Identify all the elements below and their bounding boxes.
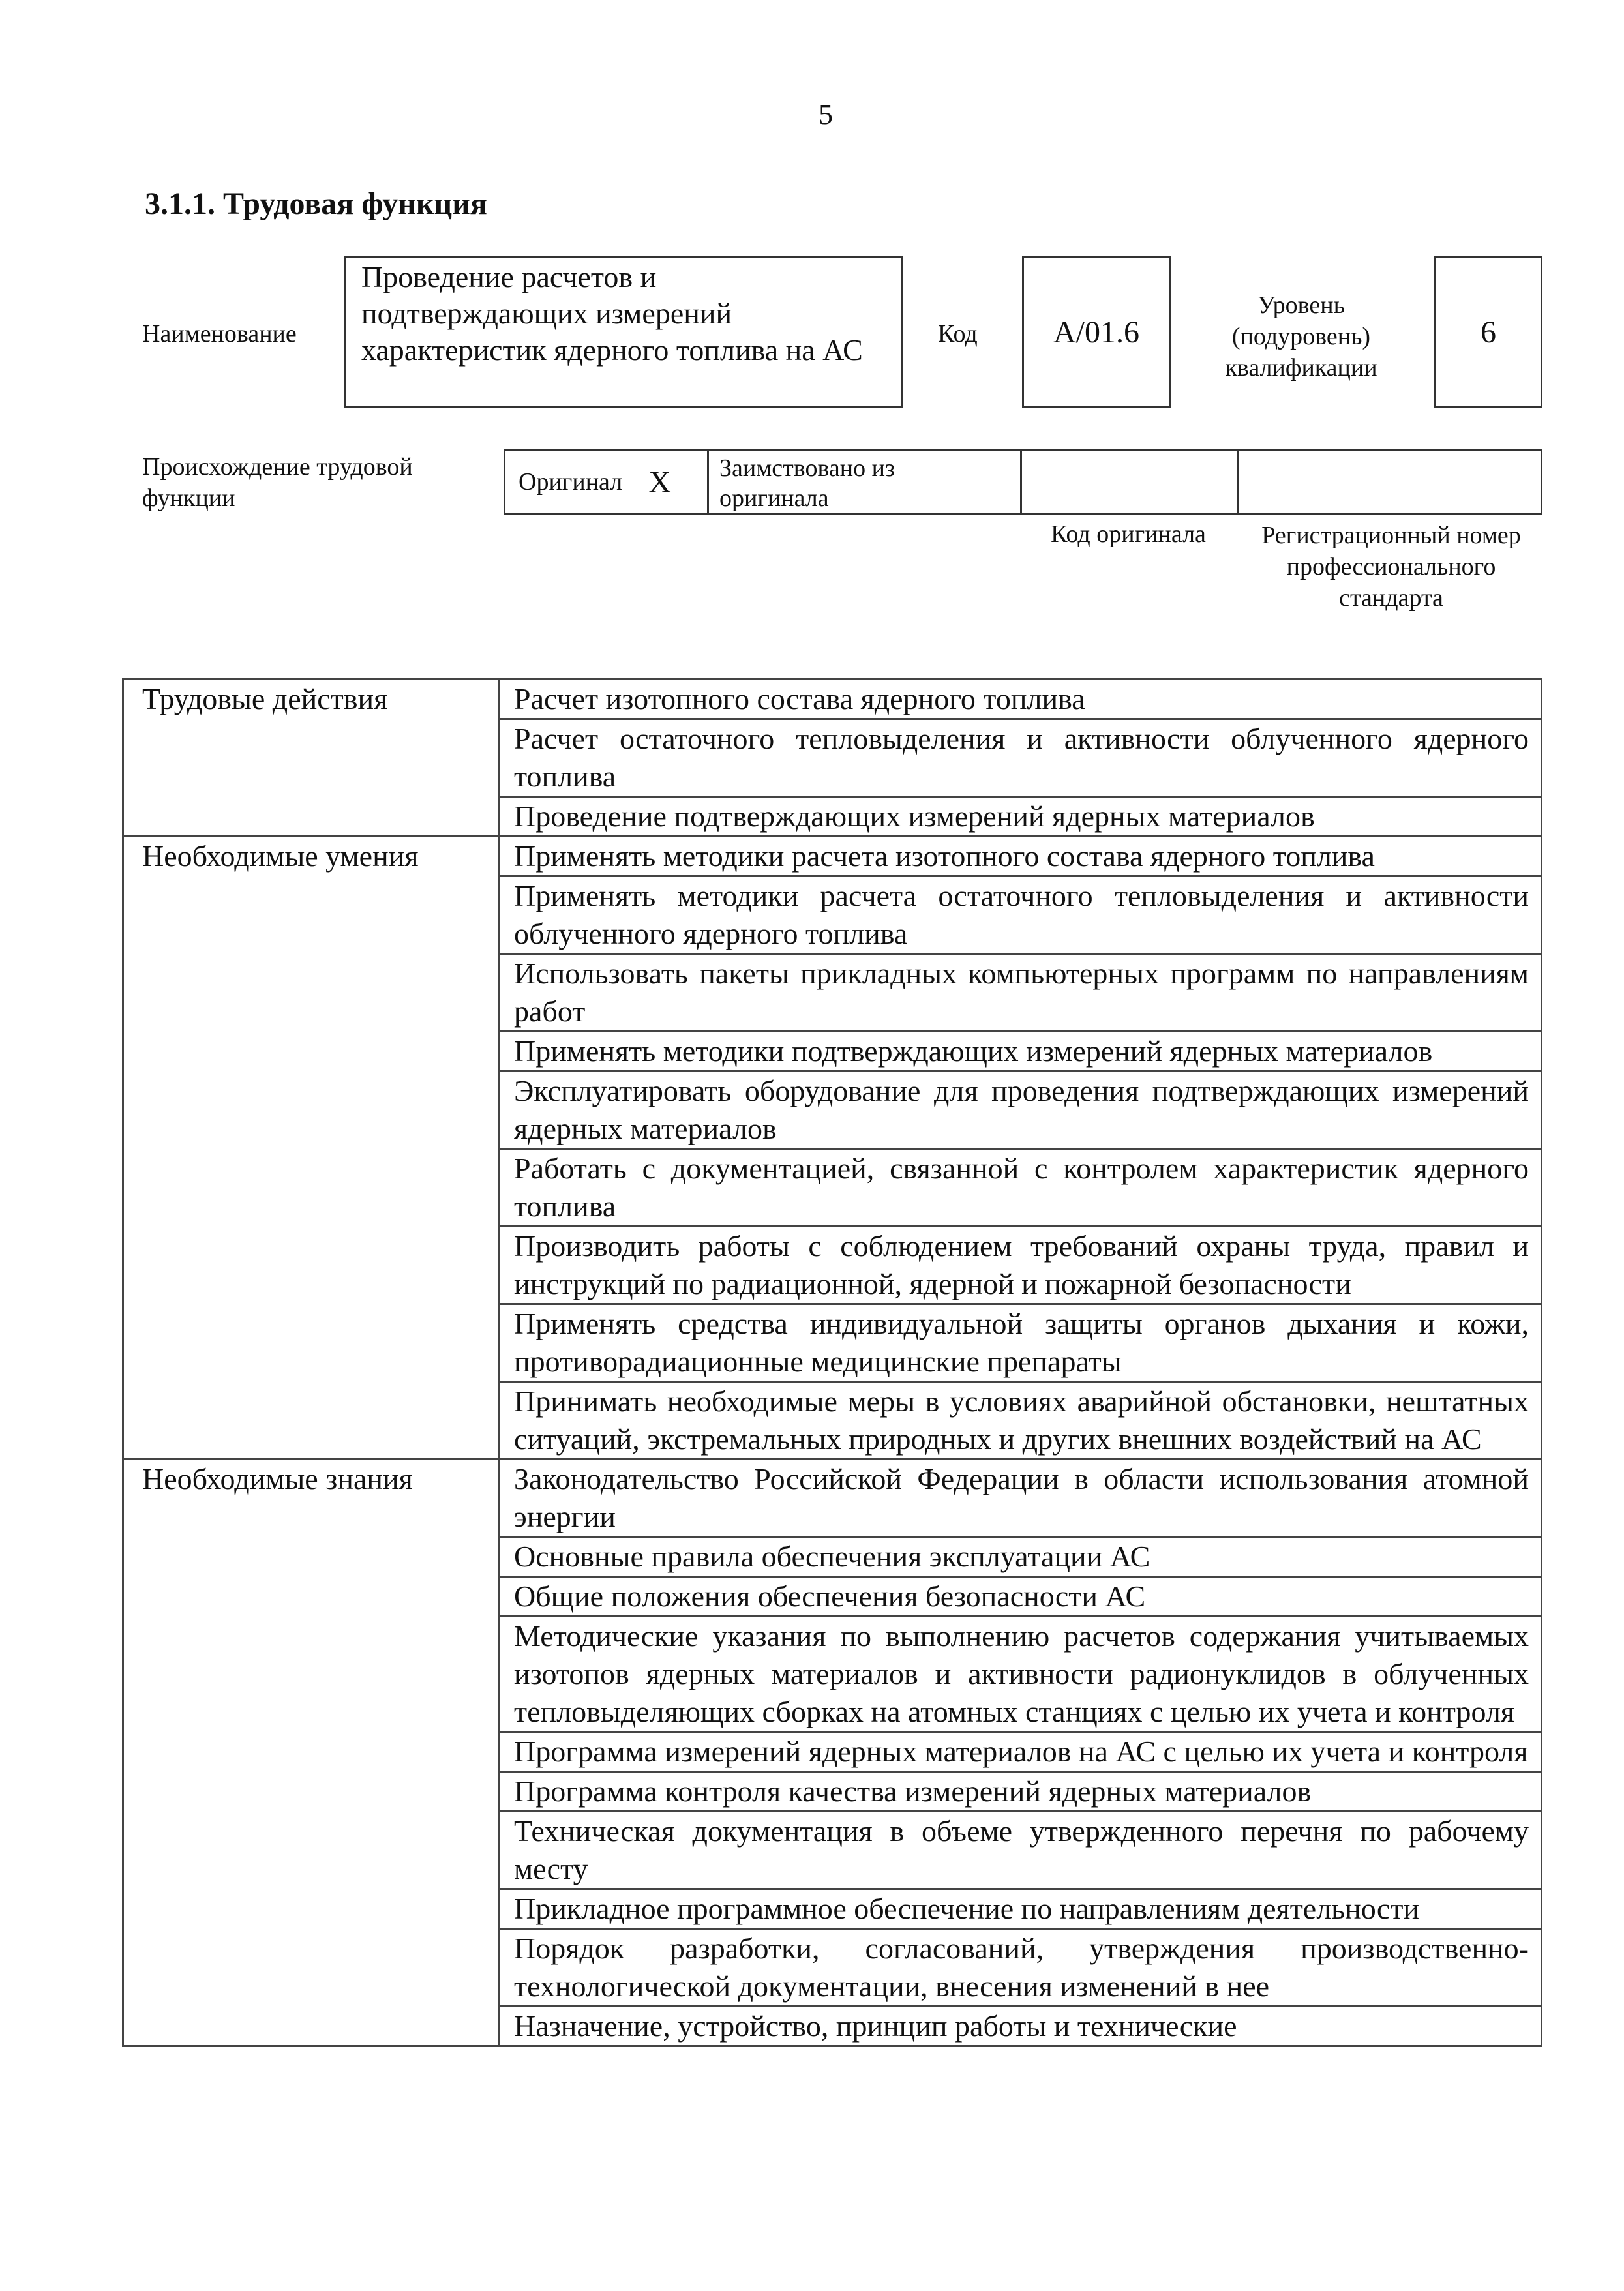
origin-label-line-1: Происхождение трудовой bbox=[142, 453, 413, 481]
section-item-cell: Применять методики расчета остаточного тепловыделения и активности облученного ядерного топлива bbox=[499, 876, 1542, 954]
page-number: 5 bbox=[819, 98, 833, 130]
section-item-cell: Использовать пакеты прикладных компьютерных программ по направлениям работ bbox=[499, 954, 1542, 1032]
origin-label bbox=[142, 451, 413, 514]
section-item-cell: Расчет изотопного состава ядерного топлива bbox=[499, 680, 1542, 719]
original-mark: X bbox=[648, 464, 671, 500]
section-category-cell bbox=[123, 1460, 499, 2046]
section-item-cell: Назначение, устройство, принцип работы и технические bbox=[499, 2007, 1542, 2046]
code-value: А/01.6 bbox=[1053, 314, 1139, 350]
section-item-cell: Основные правила обеспечения эксплуатации АС bbox=[499, 1537, 1542, 1577]
section-category-cell bbox=[123, 837, 499, 1460]
section-item-cell: Порядок разработки, согласований, утверждения производственно-технологической документации, внесения изменений в нее bbox=[499, 1929, 1542, 2007]
section-item-cell: Программа измерений ядерных материалов на АС с целью их учета и контроля bbox=[499, 1732, 1542, 1772]
section-item-cell: Техническая документация в объеме утвержденного перечня по рабочему месту bbox=[499, 1812, 1542, 1889]
name-value: Проведение расчетов и подтверждающих измерений характеристик ядерного топлива на АС bbox=[361, 260, 863, 367]
section-item-cell: Работать с документацией, связанной с контролем характеристик ядерного топлива bbox=[499, 1149, 1542, 1227]
level-value-box bbox=[1434, 256, 1542, 408]
section-item-cell: Эксплуатировать оборудование для проведения подтверждающих измерений ядерных материалов bbox=[499, 1071, 1542, 1149]
name-label: Наименование bbox=[142, 320, 297, 348]
section-category-cell bbox=[123, 680, 499, 837]
original-label: Оригинал bbox=[519, 468, 623, 496]
level-label-line-2: (подуровень) bbox=[1231, 323, 1371, 350]
original-code-cell bbox=[1022, 451, 1239, 513]
reg-number-caption-line-3: стандарта bbox=[1339, 584, 1443, 612]
code-label: Код bbox=[938, 320, 978, 348]
section-item-cell: Законодательство Российской Федерации в области использования атомной энергии bbox=[499, 1460, 1542, 1537]
name-value-box bbox=[344, 256, 903, 408]
code-value-box bbox=[1022, 256, 1171, 408]
section-item-cell: Программа контроля качества измерений ядерных материалов bbox=[499, 1772, 1542, 1812]
level-value: 6 bbox=[1481, 314, 1496, 350]
section-item-cell: Применять средства индивидуальной защиты органов дыхания и кожи, противорадиационные медицинские препараты bbox=[499, 1304, 1542, 1382]
section-item-cell: Методические указания по выполнению расчетов содержания учитываемых изотопов ядерных материалов и активности радионуклидов в облученных тепловыделяющих сборках на атомных станциях с целью их учета и контроля bbox=[499, 1617, 1542, 1732]
origin-original-cell bbox=[505, 451, 709, 513]
reg-number-caption-line-2: профессионального bbox=[1286, 553, 1496, 580]
origin-table bbox=[504, 449, 1542, 515]
reg-number-cell bbox=[1239, 451, 1541, 513]
section-item-cell: Применять методики расчета изотопного состава ядерного топлива bbox=[499, 837, 1542, 876]
table-row bbox=[123, 1460, 1542, 1537]
section-category-label: Необходимые умения bbox=[142, 839, 419, 873]
origin-borrowed-cell bbox=[709, 451, 1022, 513]
level-label-line-1: Уровень bbox=[1257, 292, 1345, 319]
section-item-cell: Расчет остаточного тепловыделения и активности облученного ядерного топлива bbox=[499, 719, 1542, 797]
level-label bbox=[1197, 290, 1406, 383]
labor-function-table bbox=[122, 678, 1542, 2047]
section-item-cell: Общие положения обеспечения безопасности АС bbox=[499, 1577, 1542, 1617]
section-item-cell: Применять методики подтверждающих измерений ядерных материалов bbox=[499, 1032, 1542, 1071]
level-label-line-3: квалификации bbox=[1225, 354, 1377, 382]
original-code-caption: Код оригинала bbox=[1051, 520, 1206, 548]
borrowed-label-line-2: оригинала bbox=[719, 485, 829, 512]
reg-number-caption bbox=[1238, 520, 1544, 614]
reg-number-caption-line-1: Регистрационный номер bbox=[1261, 522, 1521, 549]
section-category-label: Необходимые знания bbox=[142, 1462, 413, 1495]
table-row bbox=[123, 837, 1542, 876]
section-category-label: Трудовые действия bbox=[142, 682, 388, 715]
section-item-cell: Прикладное программное обеспечение по направлениям деятельности bbox=[499, 1889, 1542, 1929]
origin-label-line-2: функции bbox=[142, 485, 235, 512]
section-title: 3.1.1. Трудовая функция bbox=[145, 187, 487, 221]
section-item-cell: Производить работы с соблюдением требований охраны труда, правил и инструкций по радиационной, ядерной и пожарной безопасности bbox=[499, 1227, 1542, 1304]
section-item-cell: Проведение подтверждающих измерений ядерных материалов bbox=[499, 797, 1542, 837]
section-item-cell: Принимать необходимые меры в условиях аварийной обстановки, нештатных ситуаций, экстремальных природных и других внешних воздействий на АС bbox=[499, 1382, 1542, 1460]
table-row bbox=[123, 680, 1542, 719]
borrowed-label-line-1: Заимствовано из bbox=[719, 455, 895, 482]
